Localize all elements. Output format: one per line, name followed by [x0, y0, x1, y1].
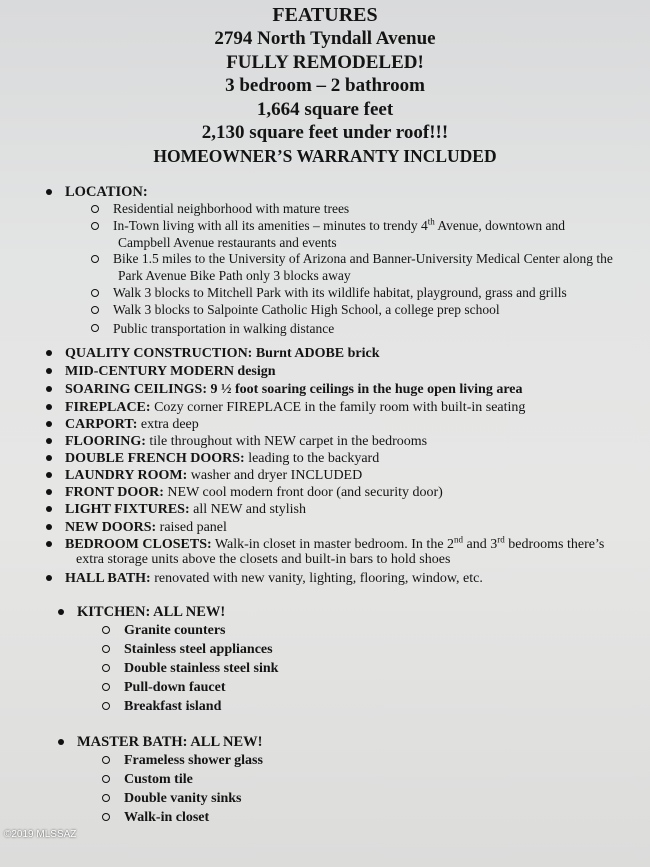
- feature-item: LAUNDRY ROOM: washer and dryer INCLUDED: [46, 468, 646, 484]
- master-bath-item: Custom tile: [102, 770, 618, 789]
- document-header: [0, 4, 650, 168]
- feature-item: LIGHT FIXTURES: all NEW and stylish: [46, 502, 646, 518]
- kitchen-section: [58, 604, 618, 716]
- feature-item: FIREPLACE: Cozy corner FIREPLACE in the family room with built-in seating: [46, 400, 646, 416]
- bullet-icon: [46, 506, 52, 512]
- circle-bullet-icon: [102, 702, 110, 710]
- master-bath-item: Walk-in closet: [102, 808, 618, 827]
- bullet-icon: [46, 524, 52, 530]
- bullet-icon: [46, 541, 52, 547]
- circle-bullet-icon: [102, 645, 110, 653]
- bullet-icon: [46, 575, 52, 581]
- circle-bullet-icon: [91, 205, 99, 213]
- location-item: In-Town living with all its amenities – minutes to trendy 4th Avenue, downtown and Campbell Avenue restaurants and events: [91, 218, 646, 252]
- bullet-icon: [46, 350, 52, 356]
- feature-item: SOARING CEILINGS: 9 ½ foot soaring ceilings in the huge open living area: [46, 382, 646, 398]
- bullet-icon: [46, 455, 52, 461]
- circle-bullet-icon: [91, 289, 99, 297]
- circle-bullet-icon: [102, 664, 110, 672]
- bullet-icon: [46, 368, 52, 374]
- bullet-icon: [46, 404, 52, 410]
- feature-item: FLOORING: tile throughout with NEW carpet in the bedrooms: [46, 434, 646, 450]
- location-item: Walk 3 blocks to Salpointe Catholic High School, a college prep school: [91, 302, 646, 319]
- feature-item: FRONT DOOR: NEW cool modern front door (and security door): [46, 485, 646, 501]
- feature-item: CARPORT: extra deep: [46, 417, 646, 433]
- kitchen-item: Granite counters: [102, 621, 618, 640]
- master-bath-title: MASTER BATH: ALL NEW!: [77, 734, 263, 750]
- header-title: FEATURES: [272, 4, 378, 26]
- master-bath-section: [58, 734, 618, 827]
- master-bath-item: Frameless shower glass: [102, 751, 618, 770]
- header-roof: 2,130 square feet under roof!!!: [201, 122, 449, 143]
- feature-item: QUALITY CONSTRUCTION: Burnt ADOBE brick: [46, 346, 646, 362]
- feature-item: MID-CENTURY MODERN design: [46, 364, 646, 380]
- circle-bullet-icon: [102, 794, 110, 802]
- feature-item: BEDROOM CLOSETS: Walk-in closet in master bedroom. In the 2nd and 3rd bedrooms there’s extra storage units above the closets and built-in bars to hold shoes: [46, 537, 646, 568]
- copyright-watermark: ©2019 MLSSAZ: [4, 829, 77, 840]
- location-item: Bike 1.5 miles to the University of Arizona and Banner-University Medical Center along the Park Avenue Bike Path only 3 blocks away: [91, 251, 646, 285]
- bullet-icon: [46, 386, 52, 392]
- header-remodeled: FULLY REMODELED!: [226, 51, 424, 73]
- circle-bullet-icon: [102, 775, 110, 783]
- bullet-icon: [46, 472, 52, 478]
- header-sqft: 1,664 square feet: [256, 98, 394, 120]
- location-item: Public transportation in walking distance: [91, 321, 646, 338]
- bullet-icon: [46, 421, 52, 427]
- kitchen-item: Breakfast island: [102, 697, 618, 716]
- kitchen-title: KITCHEN: ALL NEW!: [77, 604, 226, 620]
- circle-bullet-icon: [102, 683, 110, 691]
- header-warranty: HOMEOWNER’S WARRANTY INCLUDED: [153, 145, 497, 166]
- kitchen-item: Pull-down faucet: [102, 678, 618, 697]
- location-item: Walk 3 blocks to Mitchell Park with its wildlife habitat, playground, grass and grills: [91, 285, 646, 302]
- location-item: Residential neighborhood with mature trees: [91, 201, 646, 218]
- bullet-icon: [46, 189, 52, 195]
- kitchen-item: Stainless steel appliances: [102, 640, 618, 659]
- circle-bullet-icon: [102, 813, 110, 821]
- circle-bullet-icon: [102, 626, 110, 634]
- circle-bullet-icon: [91, 222, 99, 230]
- feature-item: HALL BATH: renovated with new vanity, lighting, flooring, window, etc.: [46, 571, 646, 587]
- feature-item: NEW DOORS: raised panel: [46, 520, 646, 536]
- circle-bullet-icon: [91, 306, 99, 314]
- header-rooms: 3 bedroom – 2 bathroom: [225, 75, 425, 96]
- master-bath-item: Double vanity sinks: [102, 789, 618, 808]
- location-title: LOCATION:: [65, 184, 148, 200]
- bullet-icon: [58, 739, 64, 745]
- circle-bullet-icon: [102, 756, 110, 764]
- kitchen-item: Double stainless steel sink: [102, 659, 618, 678]
- circle-bullet-icon: [91, 324, 99, 332]
- feature-item: DOUBLE FRENCH DOORS: leading to the backyard: [46, 451, 646, 467]
- location-section: [46, 184, 646, 337]
- circle-bullet-icon: [91, 255, 99, 263]
- bullet-icon: [58, 609, 64, 615]
- header-address: 2794 North Tyndall Avenue: [214, 28, 436, 49]
- bullet-icon: [46, 438, 52, 444]
- bullet-icon: [46, 489, 52, 495]
